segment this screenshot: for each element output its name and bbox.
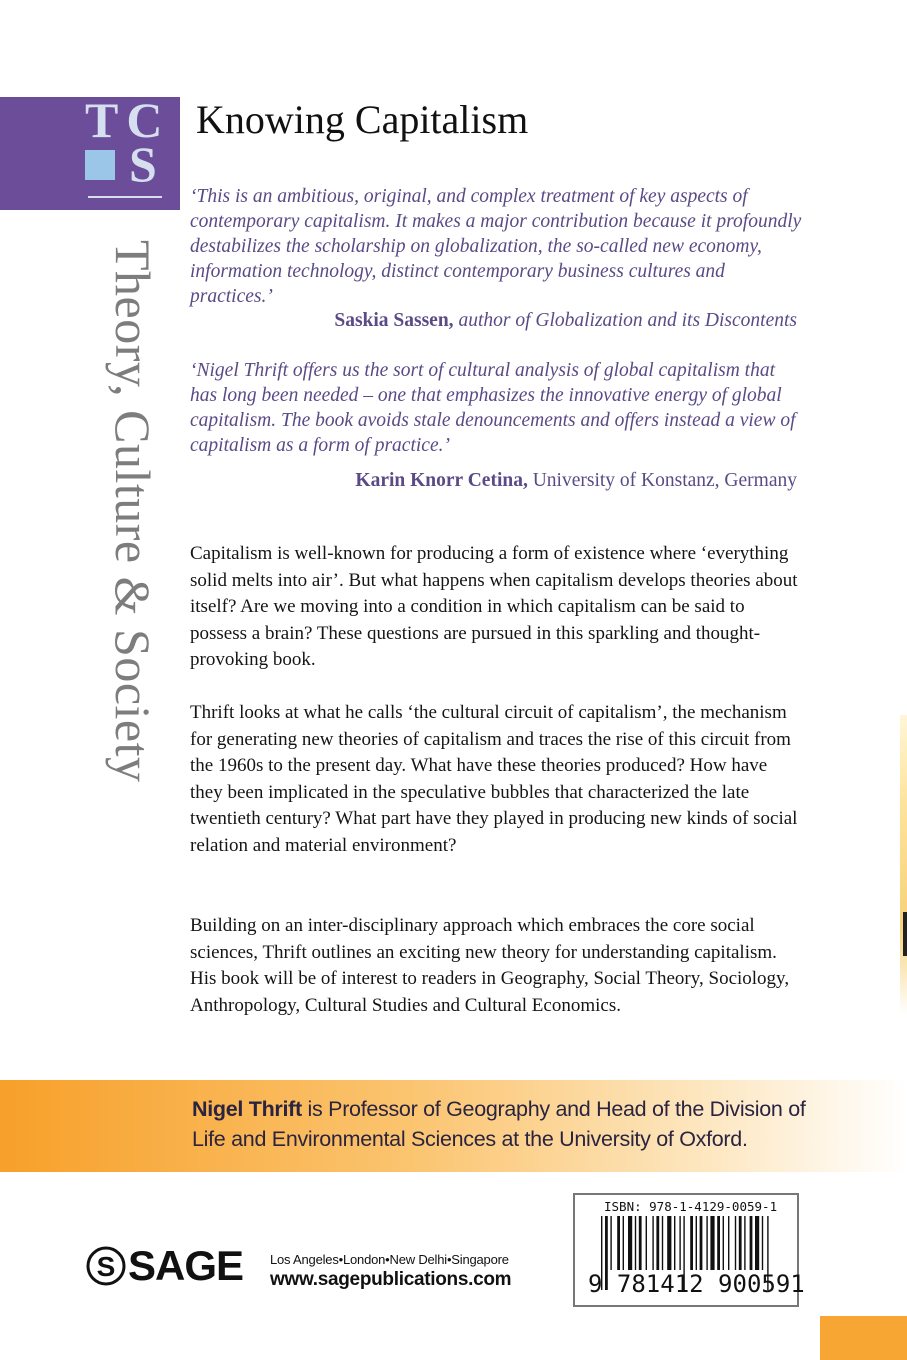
endorser-detail: author of Globalization and its Discontents <box>453 310 797 331</box>
barcode-bar <box>750 1216 753 1270</box>
barcode-bar <box>656 1216 659 1270</box>
endorsement-quote-1: ‘This is an ambitious, original, and complex treatment of key aspects of contemporary capitalism. It makes a major contribution because it profoundly destabilizes the scholarship on globalization, the so-called new economy, information technology, distinct contemporary business cultures and practices.’ <box>190 186 802 307</box>
publisher-logo <box>86 1242 243 1290</box>
description-paragraph: Capitalism is well-known for producing a form of existence where ‘everything solid melts into air’. But what happens when capitalism develops theories about itself? Are we moving into a condition in which capitalism can be said to possess a brain? These questions are pursued in this sparkling and thought-provoking book. <box>190 543 798 670</box>
barcode-bar <box>610 1216 611 1270</box>
barcode-bar <box>762 1216 763 1270</box>
endorser-name: Karin Knorr Cetina, <box>355 470 528 491</box>
description-paragraph: Building on an inter-disciplinary approach which embraces the core social sciences, Thrift outlines an exciting new theory for understanding capitalism. His book will be of interest to readers in Geography, Social Theory, Sociology, Anthropology, Cultural Studies and Cultural Economics. <box>190 915 790 1016</box>
logo-letter-c: C <box>126 92 163 148</box>
publisher-wordmark: SAGE <box>128 1242 244 1289</box>
barcode-bar <box>667 1216 671 1270</box>
endorsement-attribution-1 <box>334 310 797 332</box>
barcode-bar <box>706 1216 707 1270</box>
series-logo <box>85 92 165 192</box>
barcode-bar <box>755 1216 759 1270</box>
endorser-detail: University of Konstanz, Germany <box>527 470 797 491</box>
author-bio-text: is Professor of Geography and Head of the Division of Life and Environmental Sciences at the University of Oxford. <box>192 1097 806 1151</box>
svg-text:S: S <box>96 1251 116 1282</box>
barcode-bar <box>623 1216 624 1270</box>
barcode-bar <box>652 1216 653 1270</box>
barcode-bar <box>735 1216 736 1270</box>
barcode-bar <box>617 1216 620 1270</box>
logo-square-icon <box>85 150 115 180</box>
logo-letter-t: T <box>85 92 119 148</box>
barcode-bar <box>728 1216 729 1270</box>
author-name: Nigel Thrift <box>192 1097 302 1121</box>
book-title: Knowing Capitalism <box>196 97 529 142</box>
barcode-bar <box>739 1216 742 1270</box>
logo-underline <box>88 196 162 198</box>
description-paragraph: Thrift looks at what he calls ‘the cultural circuit of capitalism’, the mechanism for generating new theories of capitalism and traces the rise of this circuit from the 1960s to the present day. What have these theories produced? How have they been implicated in the speculative bubbles that characterized the late twentieth century? What part have they played in producing new kinds of social relation and material environment? <box>190 702 798 856</box>
barcode-bar <box>744 1216 745 1270</box>
endorsement-quote-2: ‘Nigel Thrift offers us the sort of cultural analysis of global capitalism that has long been needed – one that emphasizes the innovative energy of global capitalism. The book avoids stale denouncements and offers instead a view of capitalism as a form of practice.’ <box>190 360 796 456</box>
barcode-bar <box>639 1216 642 1270</box>
corner-color-swatch <box>820 1316 907 1360</box>
barcode-bar <box>646 1216 647 1270</box>
page-edge-decoration <box>900 715 907 1015</box>
publisher-info <box>270 1252 511 1291</box>
author-bio <box>192 1094 812 1154</box>
barcode-bar <box>674 1216 675 1270</box>
barcode-bar <box>662 1216 663 1270</box>
endorser-name: Saskia Sassen, <box>334 310 454 331</box>
publisher-cities: Los Angeles•London•New Delhi•Singapore <box>270 1252 509 1267</box>
page-edge-mark <box>903 912 907 956</box>
barcode-bar <box>635 1216 636 1270</box>
endorsement-attribution-2 <box>355 470 797 492</box>
logo-letter-s: S <box>129 136 157 192</box>
barcode-bar <box>710 1216 714 1270</box>
barcode-bar <box>696 1216 697 1270</box>
barcode-bar <box>717 1216 720 1270</box>
publisher-url: www.sagepublications.com <box>270 1269 512 1290</box>
barcode-bar <box>723 1216 724 1270</box>
barcode-bar <box>700 1216 703 1270</box>
barcode-digits: 9 781412 900591 <box>588 1270 805 1298</box>
barcode-bar <box>628 1216 632 1270</box>
sage-circle-icon <box>86 1246 126 1286</box>
isbn-label: ISBN: 978-1-4129-0059-1 <box>604 1199 778 1214</box>
series-name: Theory, Culture & Society <box>105 240 161 783</box>
barcode-bar <box>690 1216 693 1270</box>
barcode-bar <box>679 1216 680 1270</box>
